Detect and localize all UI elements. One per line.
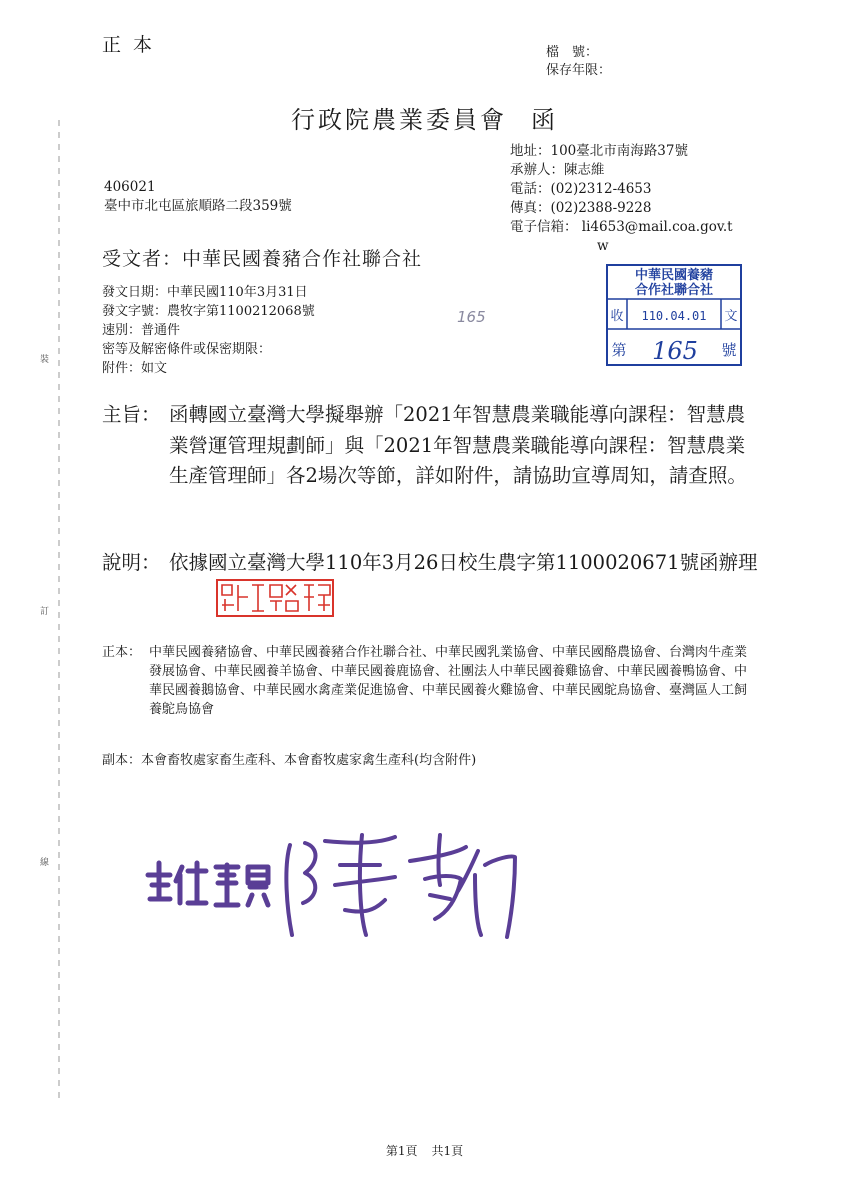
explanation-text: 依據國立臺灣大學110年3月26日校生農字第1100020671號函辦理 [169,551,758,574]
stamp-number-suffix: 號 [721,341,737,359]
issue-doc-number: 發文字號：農牧字第1100212068號 [102,304,315,319]
contact-fax: 傳真：(02)2388-9228 [510,200,652,216]
received-stamp [605,263,743,367]
distribution-text: 中華民國養豬協會、中華民國養豬合作社聯合社、中華民國乳業協會、中華民國酪農協會、台灣肉牛產業發展協會、中華民國養羊協會、中華民國養鹿協會、社團法人中華民國養雞協會、中華民國養鴨協會、中華民國養鵝協會、中華民國水禽產業促進協會、中華民國養火雞協會、中華民國鴕鳥協會、臺灣區人工飼養鴕鳥協會 [149,645,748,717]
page-number: 第1頁 [385,1144,418,1158]
stamp-org-line1: 中華民國養豬 [634,268,714,283]
stamp-number-prefix: 第 [611,341,627,359]
recipient-address-block [104,178,292,216]
stamp-handwritten-number: 165 [652,337,698,365]
email-tail: w [597,238,609,254]
issuer-name: 行政院農業委員會 [291,106,507,134]
binding-label-xian: 線 [40,858,50,868]
postal-code: 406021 [104,179,156,195]
recipient-address: 臺中市北屯區旅順路二段359號 [104,198,292,214]
document-title [0,100,849,135]
copy-mark: 正本 [102,34,165,56]
attachments: 附件：如文 [102,361,168,376]
binding-dashed-line [58,120,60,1100]
subject-section [102,400,762,492]
cc-line: 副本：本會畜牧處家畜生產科、本會畜牧處家禽生產科(均含附件) [102,753,477,768]
recipient: 受文者：中華民國養豬合作社聯合社 [102,248,423,270]
contact-officer: 承辦人：陳志維 [510,162,605,178]
stamp-side-left: 收 [610,309,624,324]
issue-date: 發文日期：中華民國110年3月31日 [102,285,308,300]
contact-email [510,218,770,237]
page-total: 共1頁 [431,1144,464,1158]
contact-block [510,142,770,256]
stamp-org-line2: 合作社聯合社 [634,283,714,298]
page-footer [0,1142,849,1159]
email-label: 電子信箱： [510,219,578,235]
stamp-date: 110.04.01 [641,309,707,323]
official-seal [216,579,334,617]
distribution-label: 正本： [102,645,142,660]
confidentiality: 密等及解密條件或保密期限： [102,342,272,357]
file-number-label: 檔 號： [546,45,599,60]
retention-label: 保存年限： [546,63,612,78]
binding-label-zhuang: 裝 [40,355,50,365]
handwritten-number-margin [455,305,489,327]
signature [140,815,520,945]
distribution-section [102,643,752,719]
subject-text: 函轉國立臺灣大學擬舉辦「2021年智慧農業職能導向課程：智慧農業營運管理規劃師」與「2021年智慧農業職能導向課程：智慧農業生產管理師」各2場次等節，詳如附件，請協助宣導周知，請查照。 [169,403,747,487]
handwritten-number-margin-text: 165 [457,308,486,326]
explanation-label: 說明： [102,551,161,574]
stamp-side-right: 文 [724,309,738,324]
binding-label-ding: 訂 [40,607,50,617]
contact-phone: 電話：(02)2312-4653 [510,181,652,197]
speed: 速別：普通件 [102,323,181,338]
contact-address: 地址：100臺北市南海路37號 [510,143,688,159]
issue-meta [102,283,315,378]
subject-label: 主旨： [102,403,161,426]
file-meta [546,44,611,80]
explanation-section [102,547,762,578]
document-type: 函 [531,106,558,134]
email-value: li4653@mail.coa.gov.t [581,219,733,235]
